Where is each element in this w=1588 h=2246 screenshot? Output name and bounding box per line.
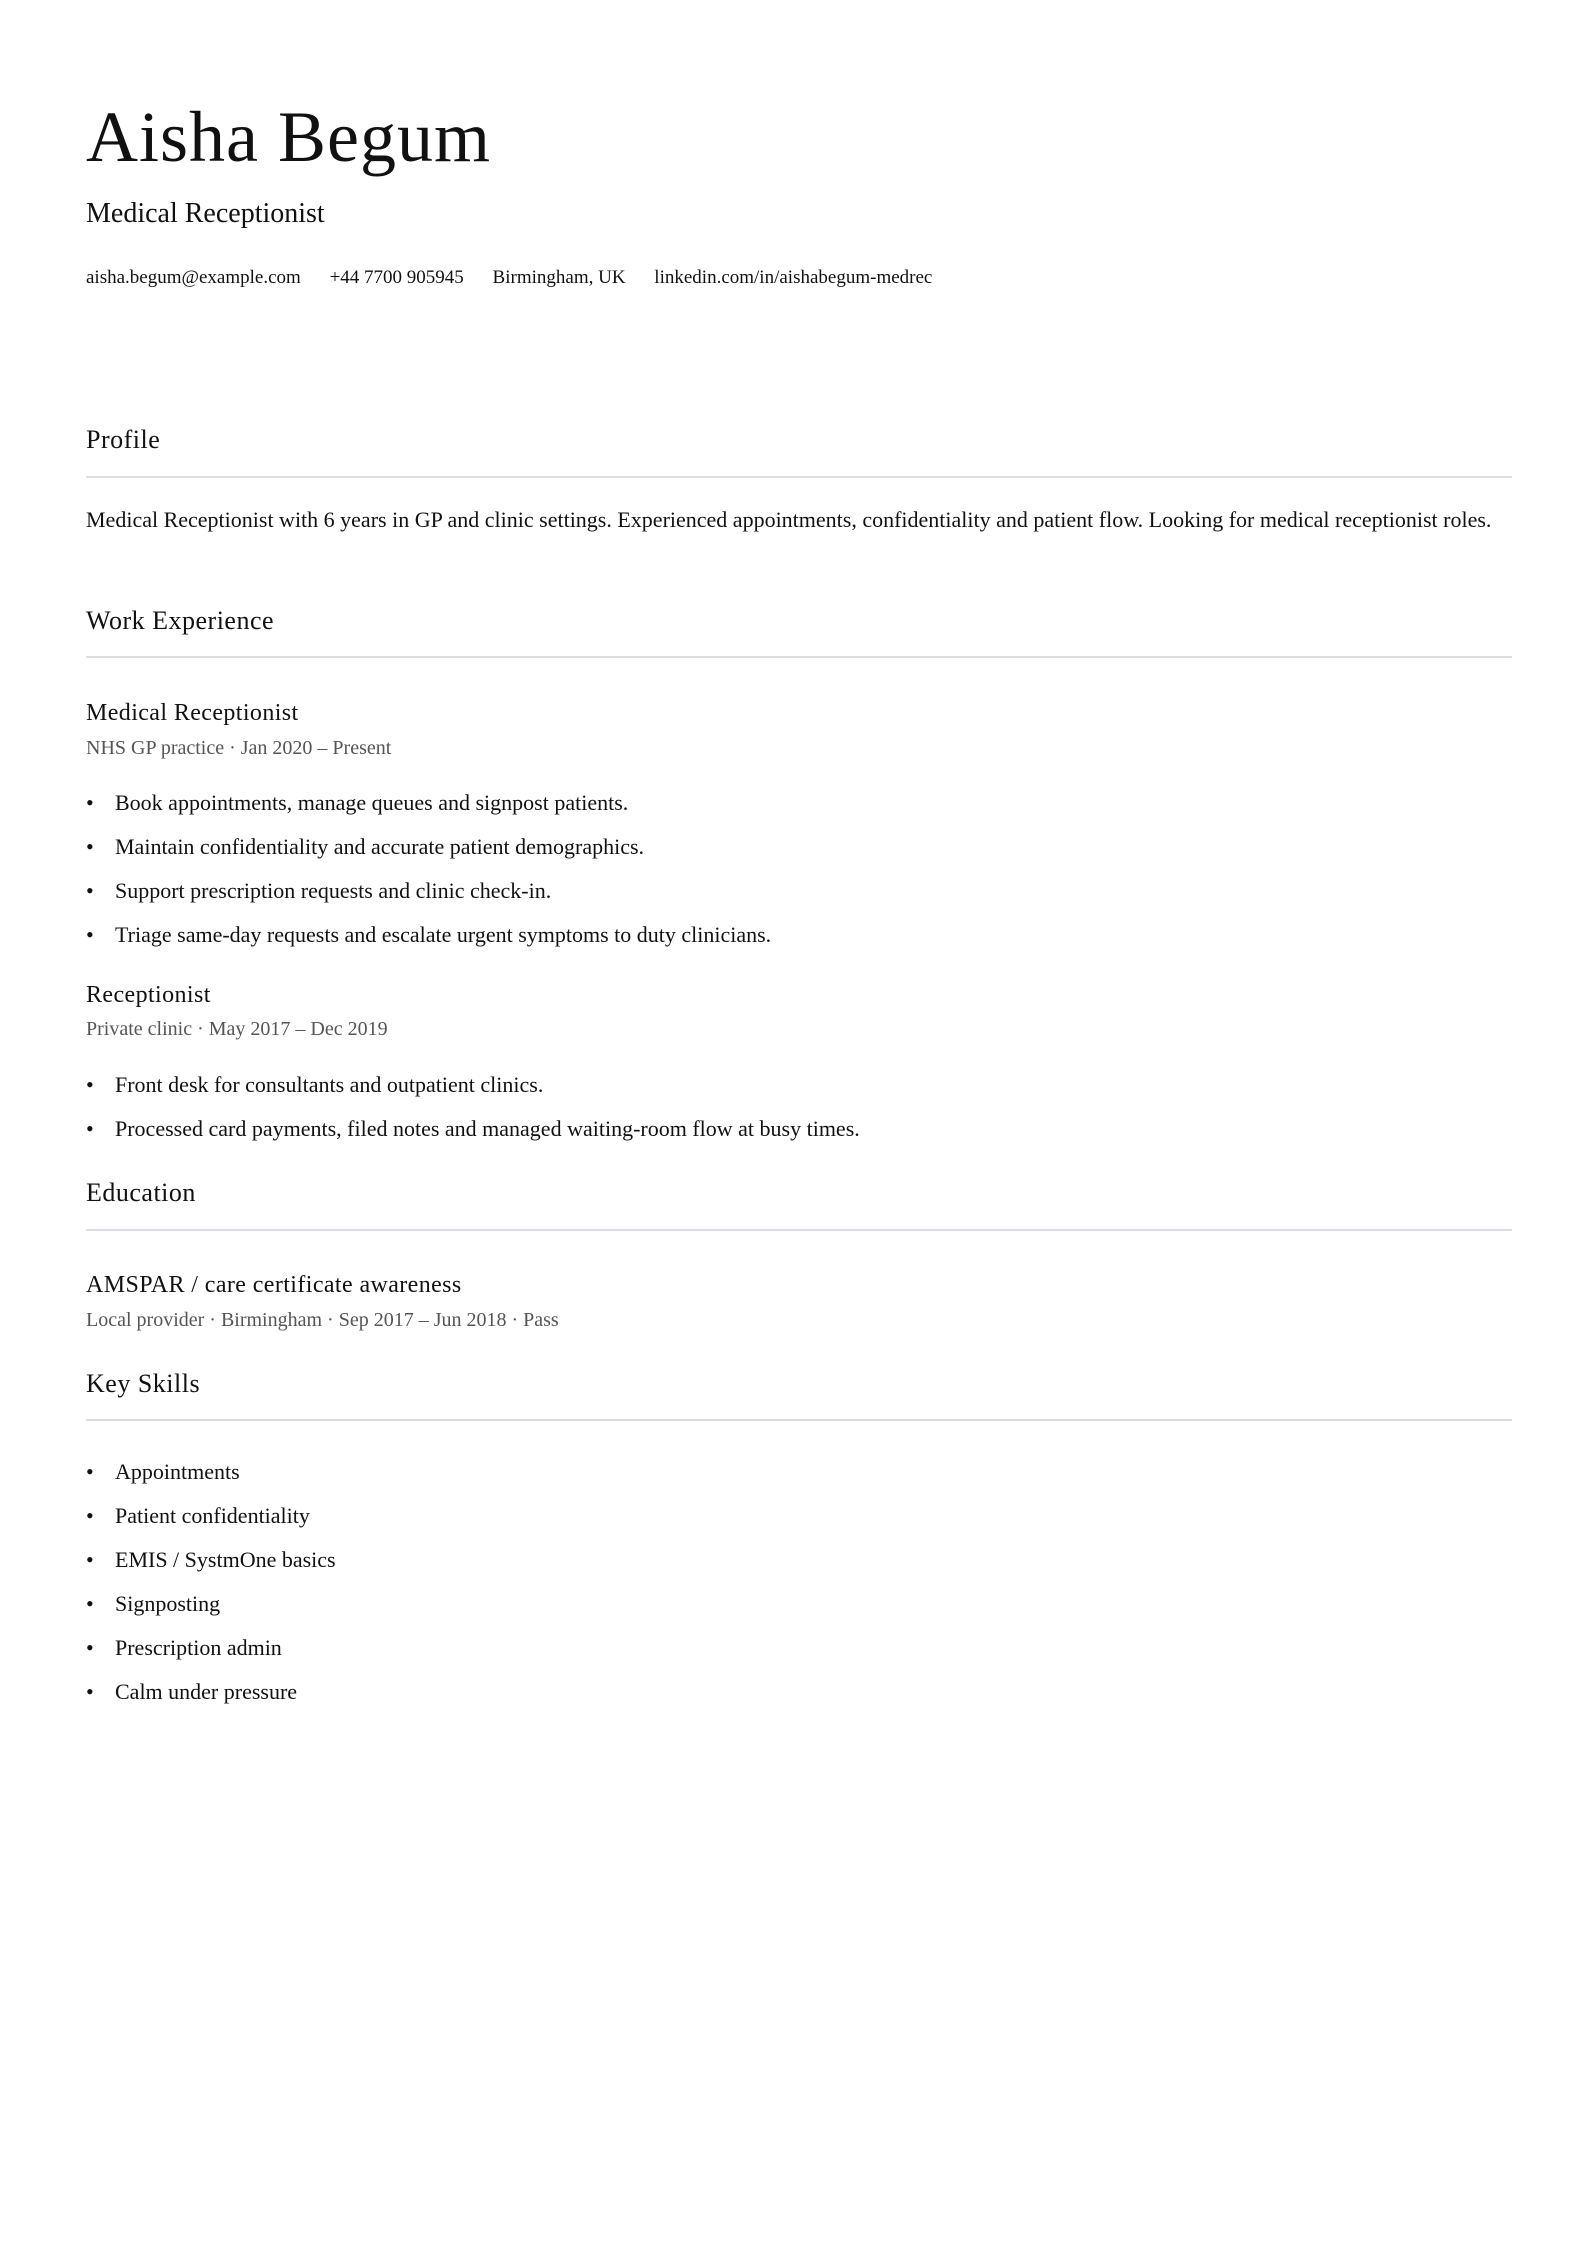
bullet-icon: • bbox=[86, 1591, 94, 1616]
education-meta: Local provider · Birmingham · Sep 2017 – Jun 2018 · Pass bbox=[86, 1309, 559, 1331]
list-item: • Triage same-day requests and escalate urgent symptoms to duty clinicians. bbox=[86, 920, 771, 964]
job-bullet-list bbox=[86, 788, 771, 964]
list-item: • Calm under pressure bbox=[86, 1677, 336, 1721]
bullet-icon: • bbox=[86, 878, 94, 903]
section-title-skills: Key Skills bbox=[86, 1369, 201, 1398]
section-title-education: Education bbox=[86, 1178, 196, 1207]
section-divider bbox=[86, 1229, 1512, 1231]
candidate-headline: Medical Receptionist bbox=[86, 198, 325, 229]
bullet-icon: • bbox=[86, 1116, 94, 1141]
section-divider bbox=[86, 476, 1512, 478]
contact-phone: +44 7700 905945 bbox=[329, 267, 464, 288]
contact-line bbox=[86, 265, 932, 291]
education-title: AMSPAR / care certificate awareness bbox=[86, 1272, 462, 1298]
section-title-experience: Work Experience bbox=[86, 606, 275, 635]
list-item: • Processed card payments, filed notes and managed waiting-room flow at busy times. bbox=[86, 1114, 860, 1158]
profile-summary: Medical Receptionist with 6 years in GP and clinic settings. Experienced appointments, confidentiality and patient flow. Looking for medical receptionist roles. bbox=[86, 507, 1492, 532]
section-title-profile: Profile bbox=[86, 425, 161, 454]
list-item: • EMIS / SystmOne basics bbox=[86, 1545, 336, 1589]
job-title: Receptionist bbox=[86, 982, 211, 1008]
bullet-icon: • bbox=[86, 1459, 94, 1484]
bullet-icon: • bbox=[86, 1503, 94, 1528]
list-item: • Maintain confidentiality and accurate patient demographics. bbox=[86, 832, 771, 876]
contact-location: Birmingham, UK bbox=[492, 267, 626, 288]
bullet-icon: • bbox=[86, 790, 94, 815]
bullet-icon: • bbox=[86, 1679, 94, 1704]
list-item: • Prescription admin bbox=[86, 1633, 336, 1677]
section-divider bbox=[86, 656, 1512, 658]
skills-list bbox=[86, 1457, 336, 1721]
job-meta: Private clinic · May 2017 – Dec 2019 bbox=[86, 1018, 388, 1040]
list-item: • Patient confidentiality bbox=[86, 1501, 336, 1545]
bullet-icon: • bbox=[86, 1547, 94, 1572]
job-title: Medical Receptionist bbox=[86, 700, 299, 726]
bullet-icon: • bbox=[86, 834, 94, 859]
bullet-icon: • bbox=[86, 1635, 94, 1660]
list-item: • Front desk for consultants and outpatient clinics. bbox=[86, 1070, 860, 1114]
candidate-name: Aisha Begum bbox=[86, 97, 491, 177]
bullet-icon: • bbox=[86, 1072, 94, 1097]
bullet-icon: • bbox=[86, 922, 94, 947]
list-item: • Appointments bbox=[86, 1457, 336, 1501]
list-item: • Book appointments, manage queues and signpost patients. bbox=[86, 788, 771, 832]
list-item: • Support prescription requests and clinic check-in. bbox=[86, 876, 771, 920]
section-divider bbox=[86, 1419, 1512, 1421]
job-bullet-list bbox=[86, 1070, 860, 1158]
list-item: • Signposting bbox=[86, 1589, 336, 1633]
contact-linkedin: linkedin.com/in/aishabegum-medrec bbox=[654, 267, 933, 288]
job-meta: NHS GP practice · Jan 2020 – Present bbox=[86, 737, 392, 759]
contact-email: aisha.begum@example.com bbox=[86, 267, 301, 288]
